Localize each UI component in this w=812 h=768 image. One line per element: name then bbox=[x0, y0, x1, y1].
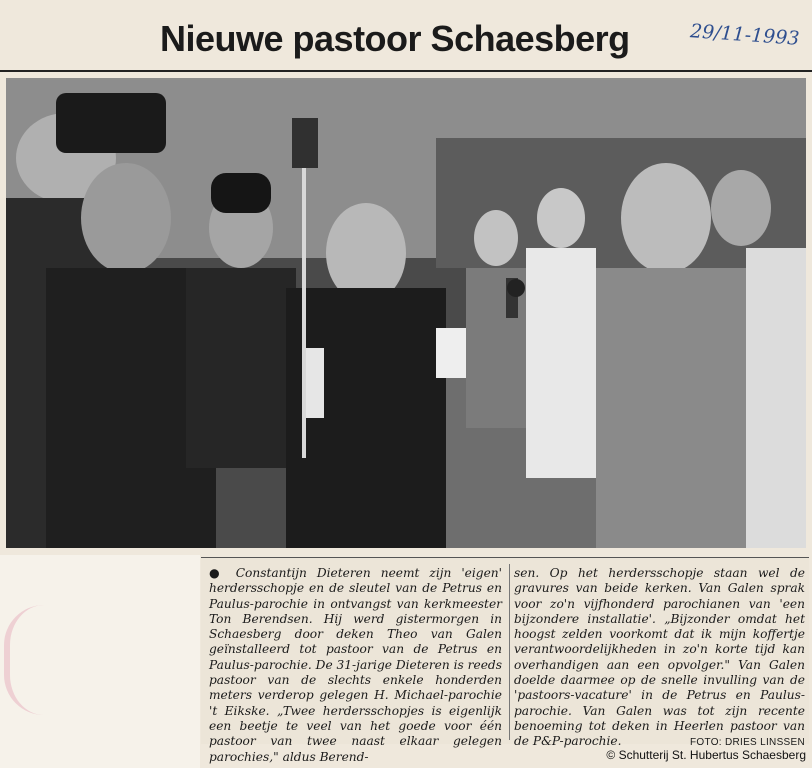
caption-column-2-text: sen. Op het herdersschopje staan wel de gravures van beide kerken. Van Galen sprak voor zo'n vijfhonderd parochianen van 'een bijzondere installatie'. „Bijzonder omdat het hoogst zelden voorkomt dat ik mijn koffertje verantwoordelijkheden in zo'n korte tijd kan overhandigen aan een opvolger." Van Galen doelde daarmee op de snelle invulling van de 'pastoors-vacature' in de Petrus en Paulus-parochie. Van Galen was tot zijn recente benoeming tot deken in Heerlen pastoor van de P&P-parochie. bbox=[514, 566, 805, 749]
headline: Nieuwe pastoor Schaesberg bbox=[160, 18, 630, 59]
copyright-notice: © Schutterij St. Hubertus Schaesberg bbox=[606, 748, 806, 762]
photo-credit: FOTO: DRIES LINSSEN bbox=[690, 737, 805, 749]
scan-background bbox=[0, 555, 200, 768]
caption-column-2 bbox=[514, 566, 805, 749]
column-divider bbox=[509, 564, 510, 740]
caption-column-1: ● Constantijn Dieteren neemt zijn 'eigen' herdersschopje en de sleutel van de Petrus en Paulus-parochie in ontvangst van kerkmeester Ton Berendsen. Hij werd gistermorgen in Schaesberg door deken Theo van Galen geïnstalleerd tot pastoor van de Petrus en Paulus-parochie. De 31-jarige Dieteren is reeds pastoor van de slechts enkele honderden meters verderop gelegen H. Michael-parochie 't Eikske. „Twee herdersschopjes is eigenlijk een beetje te veel van het goede voor één pastoor van twee naast elkaar gelegen parochies," aldus Berend- bbox=[209, 566, 502, 764]
headline-area bbox=[0, 0, 812, 72]
handwritten-date: 29/11-1993 bbox=[689, 20, 801, 50]
news-photo bbox=[6, 78, 806, 548]
photo-illustration bbox=[6, 78, 806, 548]
headline-rule bbox=[0, 70, 812, 72]
pink-stamp-mark bbox=[4, 605, 80, 715]
